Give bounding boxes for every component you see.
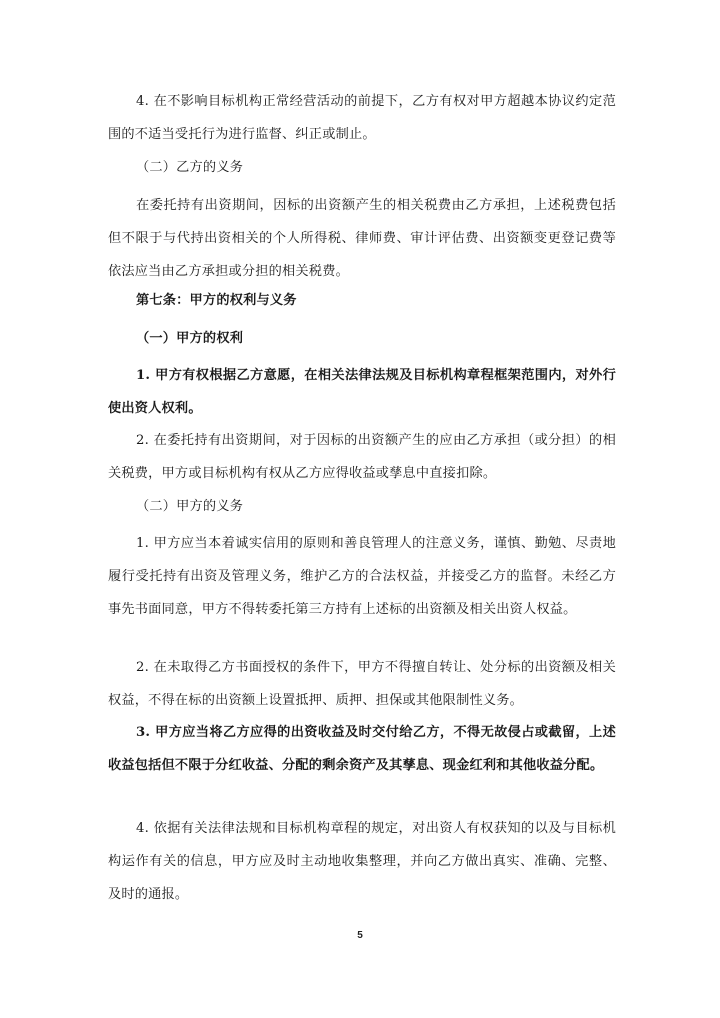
paragraph-party-a-obligation-1: 1. 甲方应当本着诚实信用的原则和善良管理人的注意义务，谨慎、勤勉、尽责地履行受托持有出资及管理义务，维护乙方的合法权益，并接受乙方的监督。未经乙方事先书面同意，甲方不得转委托第三方持有上述标的出资额及相关出资人权益。 [108,536,616,617]
heading-party-a-rights: （一）甲方的权利 [136,331,244,346]
paragraph-party-a-obligation-2: 2. 在未取得乙方书面授权的条件下，甲方不得擅自转让、处分标的出资额及相关权益，不得在标的出资额上设置抵押、质押、担保或其他限制性义务。 [108,660,616,708]
paragraph-party-b-right-4: 4. 在不影响目标机构正常经营活动的前提下，乙方有权对甲方超越本协议约定范围的不适当受托行为进行监督、纠正或制止。 [108,94,616,142]
heading-party-a-obligations: （二）甲方的义务 [136,499,244,514]
paragraph-party-a-obligation-3: 3. 甲方应当将乙方应得的出资收益及时交付给乙方，不得无故侵占或截留，上述收益包括但不限于分红收益、分配的剩余资产及其孳息、现金红利和其他收益分配。 [108,725,616,773]
heading-party-b-obligations: （二）乙方的义务 [136,160,244,175]
paragraph-party-a-obligation-4: 4. 依据有关法律法规和目标机构章程的规定，对出资人有权获知的以及与目标机构运作有关的信息，甲方应及时主动地收集整理，并向乙方做出真实、准确、完整、及时的通报。 [108,821,616,902]
page-number: 5 [357,930,363,941]
paragraph-party-a-right-1: 1. 甲方有权根据乙方意愿，在相关法律法规及目标机构章程框架范围内，对外行使出资人权利。 [108,368,616,416]
heading-article-seven: 第七条：甲方的权利与义务 [136,293,297,308]
paragraph-party-b-tax-obligation: 在委托持有出资期间，因标的出资额产生的相关税费由乙方承担，上述税费包括但不限于与代持出资相关的个人所得税、律师费、审计评估费、出资额变更登记费等依法应当由乙方承担或分担的相关税费。 [108,198,616,279]
paragraph-party-a-right-2: 2. 在委托持有出资期间，对于因标的出资额产生的应由乙方承担（或分担）的相关税费，甲方或目标机构有权从乙方应得收益或孳息中直接扣除。 [108,433,616,481]
